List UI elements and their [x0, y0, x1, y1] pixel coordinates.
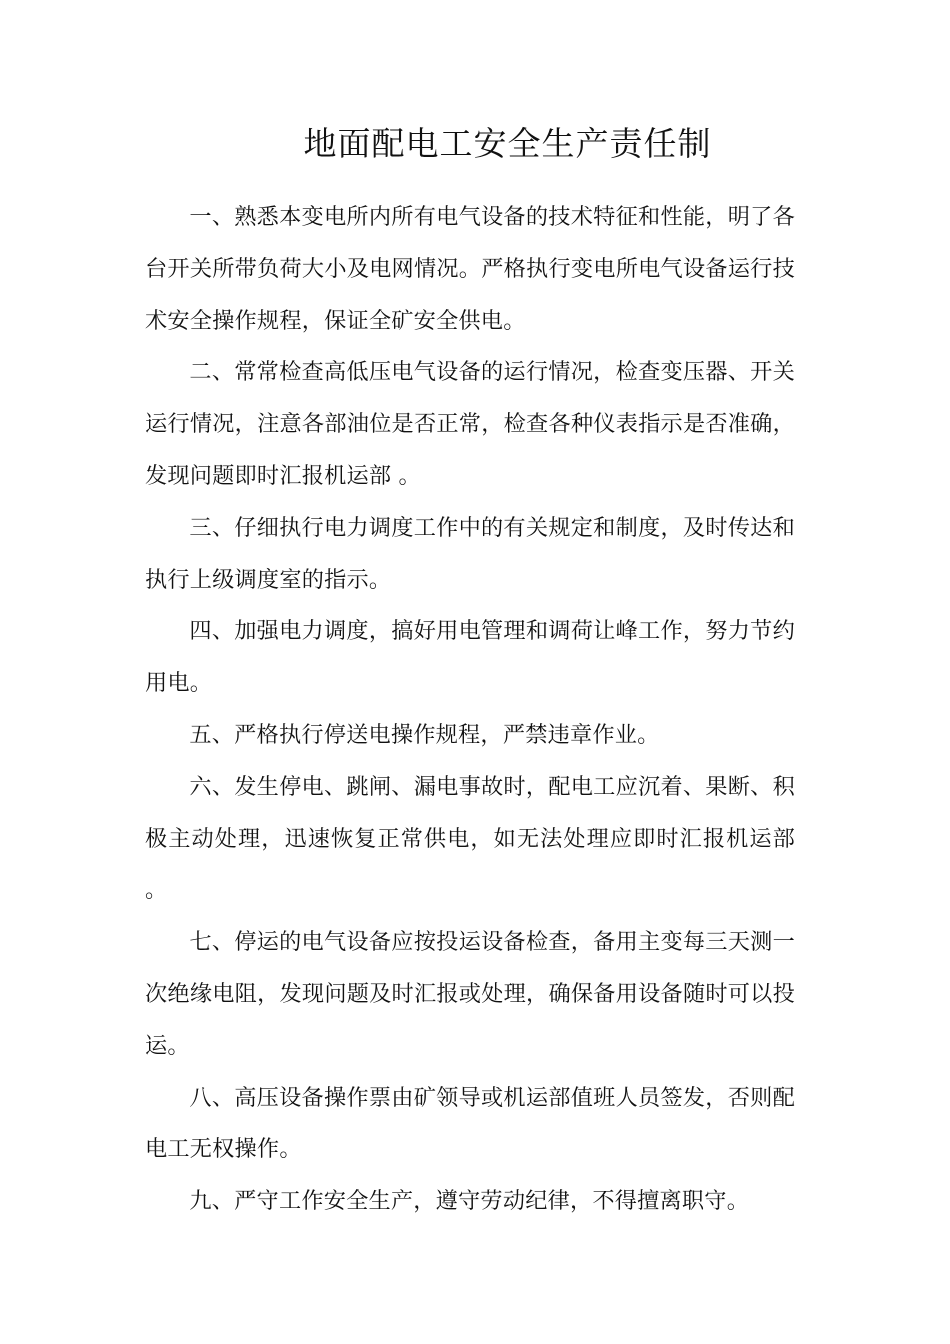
paragraph-2: 二、常常检查高低压电气设备的运行情况，检查变压器、开关运行情况，注意各部油位是否正常，检查各种仪表指示是否准确，发现问题即时汇报机运部 。: [145, 359, 795, 489]
document-body: [145, 192, 795, 1228]
paragraph-3: 三、仔细执行电力调度工作中的有关规定和制度，及时传达和执行上级调度室的指示。: [145, 514, 795, 593]
paragraph-6: 六、发生停电、跳闸、漏电事故时，配电工应沉着、果断、积极主动处理，迅速恢复正常供电，如无法处理应即时汇报机运部 。: [145, 773, 795, 904]
paragraph-4: 四、加强电力调度，搞好用电管理和调荷让峰工作，努力节约用电。: [145, 618, 795, 697]
document-title: 地面配电工安全生产责任制: [303, 124, 712, 163]
paragraph-5: 五、严格执行停送电操作规程，严禁违章作业。: [189, 721, 660, 748]
paragraph-7: 七、停运的电气设备应按投运设备检查，备用主变每三天测一次绝缘电阻，发现问题及时汇报或处理，确保备用设备随时可以投运。: [145, 929, 795, 1059]
paragraph-9: 九、严守工作安全生产，遵守劳动纪律，不得擅离职守。: [189, 1188, 750, 1215]
paragraph-1: 一、熟悉本变电所内所有电气设备的技术特征和性能，明了各台开关所带负荷大小及电网情况。严格执行变电所电气设备运行技术安全操作规程，保证全矿安全供电。: [145, 204, 795, 334]
paragraph-8: 八、高压设备操作票由矿领导或机运部值班人员签发，否则配电工无权操作。: [145, 1084, 795, 1163]
